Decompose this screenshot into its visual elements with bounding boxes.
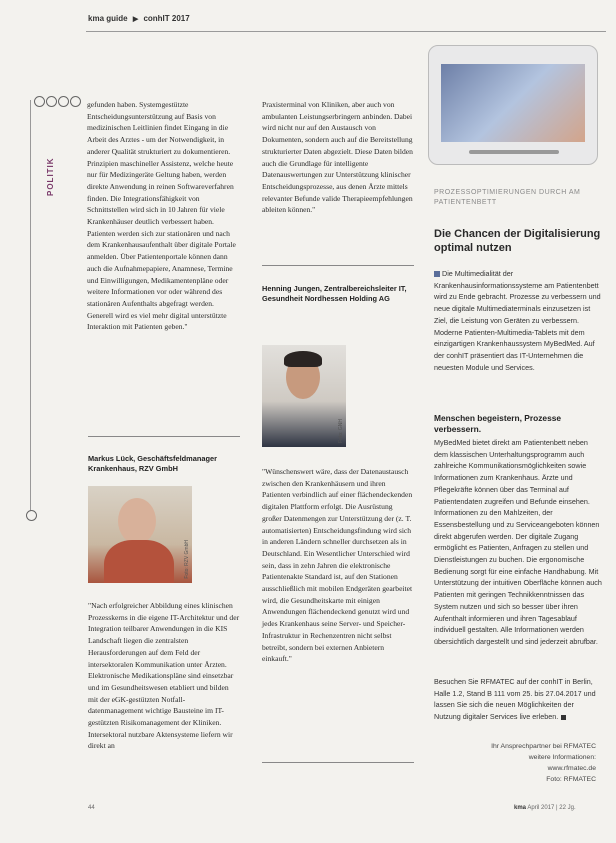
contact-line: Ihr Ansprechpartner bei RFMATEC <box>491 743 596 750</box>
footer-issue: April 2017 | 22 Jg. <box>527 805 576 811</box>
sidebar-body: MyBedMed bietet direkt am Patientenbett neben dem klassischen Unterhaltungsprogramm auch zahlreiche Kommunikationsmöglichkeiten sowie Informationen zum Krankenhaus. Ärzte und Pflegekräfte können über das Terminal auf Patientendaten zugreifen und Befunde einsehen. Informationen zu den Mahlzeiten, der Essensbestellung und zu Serviceangeboten können direkt abgerufen werden. Der digitale Zugang ermöglicht es Patienten, Anfragen zu stellen und Dienstleistungen zu buchen. Die ergonomische Bedienung sorgt für eine einfache Handhabung. Mit Unterstützung der intuitiven Oberfläche können auch Patienten mit geringen Technikkenntnissen das System nutzen und sich so besser über ihren Aufenthalt informieren und ihren Tagesablauf individuell gestalten. Alle Informationen werden übersichtlich dargestellt und sind jederzeit abrufbar. <box>434 438 602 646</box>
author-two-quote-column <box>262 466 414 665</box>
portrait-hair-shape <box>284 351 322 367</box>
author-two-photo <box>262 345 346 447</box>
photo-credit: Foto: RZV GmbH <box>184 540 190 579</box>
contact-line: www.rfmatec.de <box>547 765 596 772</box>
sidebar-kicker: PROZESSOPTIMIERUNGEN DURCH AM PATIENTENBETT <box>434 189 581 206</box>
author-one-photo <box>88 486 192 583</box>
decorative-connector-line <box>30 100 33 520</box>
sidebar-intro-text: Die Multimedialität der Krankenhausinformationssysteme am Patientenbett wird zu Ende gebracht. Prozesse zu verbessern und neue digitale Multimediaterminals einzusetzen ist Ziel, die Leistung von Geräten zu verbessern. Moderne Patienten-Multimedia-Tablets mit dem einzigartigen Krankenhaussystem MyBedMed. Auf der conhIT präsentiert das IT-Unternehmen die neuesten Module und Services. <box>434 269 601 372</box>
column-divider <box>262 265 414 266</box>
author-one-name: Markus Lück, Geschäftsfeldmanager Krankenhaus, RZV GmbH <box>88 454 217 473</box>
header-rule <box>86 31 606 32</box>
terminal-button-strip <box>469 150 559 154</box>
bedside-terminal-photo <box>428 45 598 165</box>
decorative-circle-icon <box>26 510 37 521</box>
page-number: 44 <box>88 805 95 811</box>
portrait-face-shape <box>118 498 156 544</box>
section-name: conhIT 2017 <box>143 14 190 23</box>
author-one-quote-column <box>88 600 240 752</box>
decorative-circle-icon <box>46 96 57 107</box>
footer-journal-name: kma <box>514 805 527 811</box>
photo-credit: Foto: GNH <box>338 419 344 443</box>
column-divider <box>262 762 414 763</box>
portrait-shirt-shape <box>104 540 174 583</box>
publication-name: kma guide <box>88 14 128 23</box>
column-two <box>262 99 414 216</box>
decorative-circle-icon <box>34 96 45 107</box>
sidebar-subheading: Menschen begeistern, Prozesse verbessern. <box>434 413 562 434</box>
column-one <box>87 99 239 333</box>
sidebar-contact <box>470 741 596 785</box>
author-two-quote: "Wünschenswert wäre, dass der Datenaustausch zwischen den Krankenhäusern und ihren Patienten verbindlich auf einer flächendeckenden digitalen Plattform erfolgt. Die Ausrüstung großer Datenmengen zur Unterstützung der (z. T. automatisierten) Entscheidungsfindung wird sich in anderen Ländern schneller durchsetzen als in Deutschland. Ein Wesentlicher Unterschied wird sein, dass in zehn Jahren die elektronische Patientenakte Standard ist, auf den Stationen ausschließlich mit mobilen Endgeräten gearbeitet wird, die Gesundheitskarte mit einigen Anwendungen flächendeckend genutzt wird und jedes Krankenhaus seine Server- und Speicher-Infrastruktur in Rechenzentren nicht selbst betreibt, sondern bei externen Anbietern einkauft." <box>262 467 413 664</box>
column-divider <box>88 436 240 437</box>
column-two-text: Praxisterminal von Kliniken, aber auch von ambulanten Leistungserbringern anbinden. Dabei wird nicht nur auf den Austausch von Dokumenten, sondern auch auf die Bereitstellung strukturierter Daten abgezielt. Diese Daten bilden auch die Grundlage für intelligente Datenauswertungen zur Unterstützung klinischer Entscheidungsprozesse, aus denen Ärzte mittels relevanter Befunde valide Therapieempfehlungen ableiten können." <box>262 100 413 215</box>
bullet-square-icon <box>434 271 440 277</box>
sidebar-title: Die Chancen der Digitalisierung optimal nutzen <box>434 228 601 254</box>
decorative-circle-icon <box>58 96 69 107</box>
sidebar-intro <box>434 268 602 373</box>
section-side-label: POLITIK <box>46 157 55 196</box>
decorative-circle-icon <box>70 96 81 107</box>
terminal-screen <box>441 64 585 142</box>
contact-line: Foto: RFMATEC <box>546 776 596 783</box>
author-one-quote: "Nach erfolgreicher Abbildung eines klinischen Prozesskerns in die eigene IT-Architektur und der Integration teilbarer Anwendungen in die KIS Landschaft liegen die zentralsten Herausforderungen auf dem Feld der intersektoralen Kommunikation unter Ärzten. Elektronische Medikationspläne sind einsetzbar und im Gesundheitswesen etabliert und bilden mit der eGK-gestützten Notfall-datenmanagement wichtige Bausteine im IT-gestützten Risikomanagement der Kliniken. Intersektoral nutzbare Aktensysteme liefern wir direkt an <box>88 601 240 751</box>
sidebar-booth-info <box>434 676 602 723</box>
author-two-name: Henning Jungen, Zentralbereichsleiter IT, Gesundheit Nordhessen Holding AG <box>262 284 407 303</box>
sidebar-booth-text: Besuchen Sie RFMATEC auf der conhIT in Berlin, Halle 1.2, Stand B 111 vom 25. bis 27.04.2017 und lassen Sie sich die neuen Möglichkeiten der Nutzung digitaler Services live erleben. <box>434 677 596 722</box>
footer-journal <box>514 805 576 811</box>
end-mark-icon <box>561 715 566 720</box>
contact-line: weitere Informationen: <box>528 754 596 761</box>
arrow-right-icon: ▶ <box>132 16 139 23</box>
column-one-text: gefunden haben. Systemgestützte Entscheidungsunterstützung auf Basis von medizinischen Leitlinien findet Eingang in die Arbeit des Arztes - um der Notwendigkeit, in anderer Qualität strukturiert zu dokumentieren. Prinzipien maschineller Assistenz, welche heute nur für Medizingeräte Geltung haben, werden direkte Anwendung in reinen Softwareverfahren finden. Die Integrationsfähigkeit von Schnittstellen wird sich in 10 Jahren für viele Krankenhäuser deutlich verbessert haben. Patienten werden sich zur stationären und nach dem Krankenhausaufenthalt über digitale Portale anmelden. Über Patientenportale können dann auch die Aufnahmepapiere, Anamnese, Termine und Einwilligungen, Medikamentenpläne oder weitere Informationen vor oder während des stationären Aufenthalts abgefragt werden. Generell wird es viel mehr digital unterstützte Interaktion mit Patienten geben." <box>87 100 236 332</box>
running-header <box>88 14 190 23</box>
